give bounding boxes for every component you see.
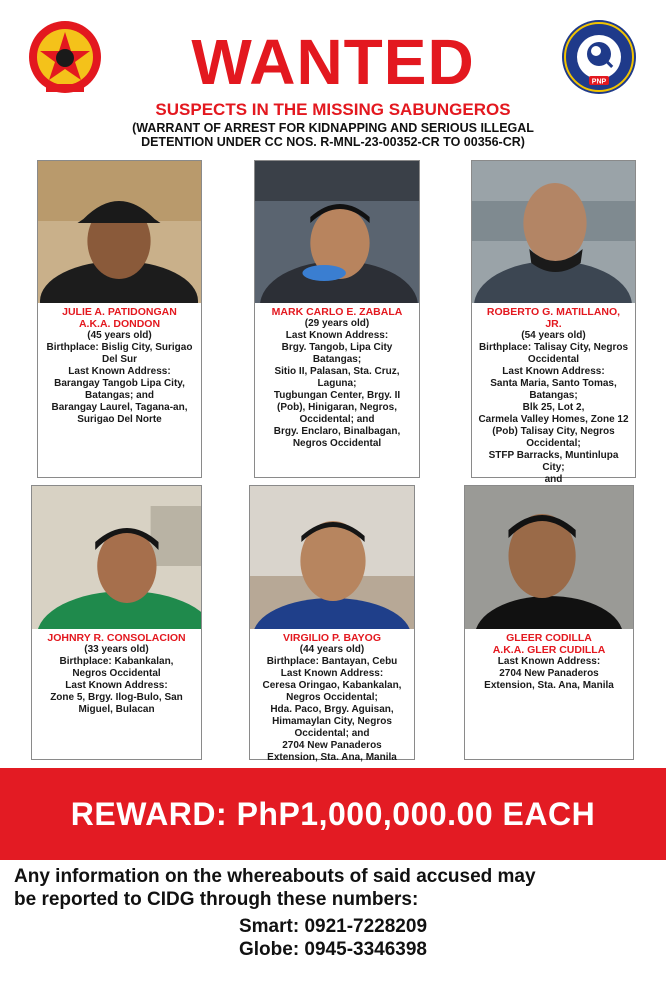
suspect-detail: (29 years old) — [304, 318, 370, 329]
suspect-name: JOHNRY R. CONSOLACION — [47, 632, 186, 644]
suspect-detail: Batangas; — [312, 354, 362, 365]
suspect-detail: (Pob) Talisay City, Negros — [492, 426, 615, 437]
suspect-detail: Laguna; — [317, 378, 357, 389]
suspect-name: MARK CARLO E. ZABALA — [271, 306, 403, 318]
suspect-card-patidongan — [37, 160, 202, 478]
suspect-photo — [472, 161, 635, 303]
suspect-detail: Last Known Address: — [280, 668, 384, 679]
suspect-name: VIRGILIO P. BAYOG — [282, 632, 382, 644]
suspect-name: GLEER CODILLA A.K.A. GLER CUDILLA — [492, 632, 606, 656]
poster-subtitle: SUSPECTS IN THE MISSING SABUNGEROS — [155, 100, 511, 119]
suspect-detail: Barangay Laurel, Tagana-an, — [51, 402, 188, 413]
suspect-card-matillano — [471, 160, 636, 485]
suspect-photo — [32, 486, 201, 629]
suspect-detail: (33 years old) — [84, 644, 149, 655]
suspect-detail: Birthplace: Kabankalan, — [59, 656, 174, 667]
suspect-detail: Hda. Paco, Brgy. Aguisan, — [270, 704, 394, 715]
suspect-detail: Extension, Sta. Ana, Manila — [267, 752, 397, 763]
suspect-detail: (Pob), Hinigaran, Negros, — [276, 402, 397, 413]
suspect-detail: Extension, Sta. Ana, Manila — [484, 680, 614, 691]
suspect-detail: Occidental; — [526, 438, 581, 449]
suspect-detail: Occidental — [527, 354, 580, 365]
poster-title: WANTED — [191, 26, 475, 98]
suspect-detail: (54 years old) — [521, 330, 586, 341]
suspect-detail: Del Sur — [101, 354, 137, 365]
suspect-detail: Ceresa Oringao, Kabankalan, — [262, 680, 402, 691]
suspect-detail: Santa Maria, Santo Tomas, — [490, 378, 617, 389]
suspect-detail: and — [544, 474, 563, 485]
reward-text: REWARD: PhP1,000,000.00 EACH — [70, 796, 596, 832]
contact-instructions-line-2: be reported to CIDG through these numbers: — [14, 889, 419, 910]
suspect-detail: Zone 5, Brgy. Ilog-Bulo, San — [50, 692, 183, 703]
suspect-detail: Birthplace: Bantayan, Cebu — [266, 656, 398, 667]
contact-instructions — [14, 865, 654, 911]
suspect-detail: Last Known Address: — [497, 656, 601, 667]
suspect-detail: Birthplace: Talisay City, Negros — [478, 342, 629, 353]
suspect-detail: 2704 New Panaderos — [499, 668, 599, 679]
suspect-detail: Occidental; and — [294, 728, 370, 739]
warrant-note — [0, 121, 666, 149]
suspect-detail: Last Known Address: — [68, 366, 171, 377]
suspect-name: ROBERTO G. MATILLANO, JR. — [486, 306, 621, 330]
suspect-detail: Negros Occidental — [292, 438, 382, 449]
suspect-detail: Surigao Del Norte — [77, 414, 162, 425]
suspect-detail: Brgy. Tangob, Lipa City — [281, 342, 393, 353]
suspect-detail: Last Known Address: — [285, 330, 389, 341]
suspect-detail: Batangas; — [529, 390, 578, 401]
suspect-detail: Occidental; and — [299, 414, 375, 425]
suspect-detail: Sitio II, Palasan, Sta. Cruz, — [274, 366, 400, 377]
suspect-detail: Last Known Address: — [65, 680, 168, 691]
suspect-detail: Barangay Tangob Lipa City, — [54, 378, 185, 389]
suspect-photo — [250, 486, 414, 629]
cidg-seal-text: PNP — [591, 78, 607, 86]
suspect-detail: Negros Occidental; — [286, 692, 378, 703]
suspect-card-zabala — [254, 160, 420, 478]
suspect-detail: Batangas; and — [85, 390, 154, 401]
suspect-detail: Birthplace: Bislig City, Surigao — [46, 342, 193, 353]
contact-numbers — [0, 915, 666, 961]
suspect-detail: Negros Occidental — [72, 668, 161, 679]
suspect-detail: 2704 New Panaderos — [282, 740, 382, 751]
warrant-line-1: (WARRANT OF ARREST FOR KIDNAPPING AND SERIOUS ILLEGAL — [132, 121, 534, 135]
suspect-card-consolacion — [31, 485, 202, 760]
suspect-detail: Last Known Address: — [502, 366, 605, 377]
suspect-detail: Miguel, Bulacan — [78, 704, 155, 715]
suspect-detail: Blk 25, Lot 2, — [522, 402, 585, 413]
suspect-detail: Himamaylan City, Negros — [272, 716, 392, 727]
suspect-photo — [465, 486, 633, 629]
suspect-photo — [255, 161, 419, 303]
suspect-photo — [38, 161, 201, 303]
suspect-detail: Tugbungan Center, Brgy. II — [273, 390, 401, 401]
contact-instructions-line-1: Any information on the whereabouts of said accused may — [14, 866, 536, 887]
suspect-name: JULIE A. PATIDONGAN A.K.A. DONDON — [62, 306, 177, 330]
suspect-detail: (44 years old) — [299, 644, 365, 655]
suspect-detail: Carmela Valley Homes, Zone 12 — [478, 414, 629, 425]
suspect-card-codilla — [464, 485, 634, 760]
warrant-line-2: DETENTION UNDER CC NOS. R-MNL-23-00352-CR TO 00356-CR) — [141, 135, 525, 149]
suspect-detail: Brgy. Enclaro, Binalbagan, — [273, 426, 401, 437]
suspect-card-bayog — [249, 485, 415, 763]
suspect-detail: STFP Barracks, Muntinlupa City; — [488, 450, 619, 473]
globe-number: Globe: 0945-3346398 — [238, 939, 427, 960]
smart-number: Smart: 0921-7228209 — [238, 916, 428, 937]
reward-banner — [0, 768, 666, 860]
suspect-detail: (45 years old) — [87, 330, 152, 341]
